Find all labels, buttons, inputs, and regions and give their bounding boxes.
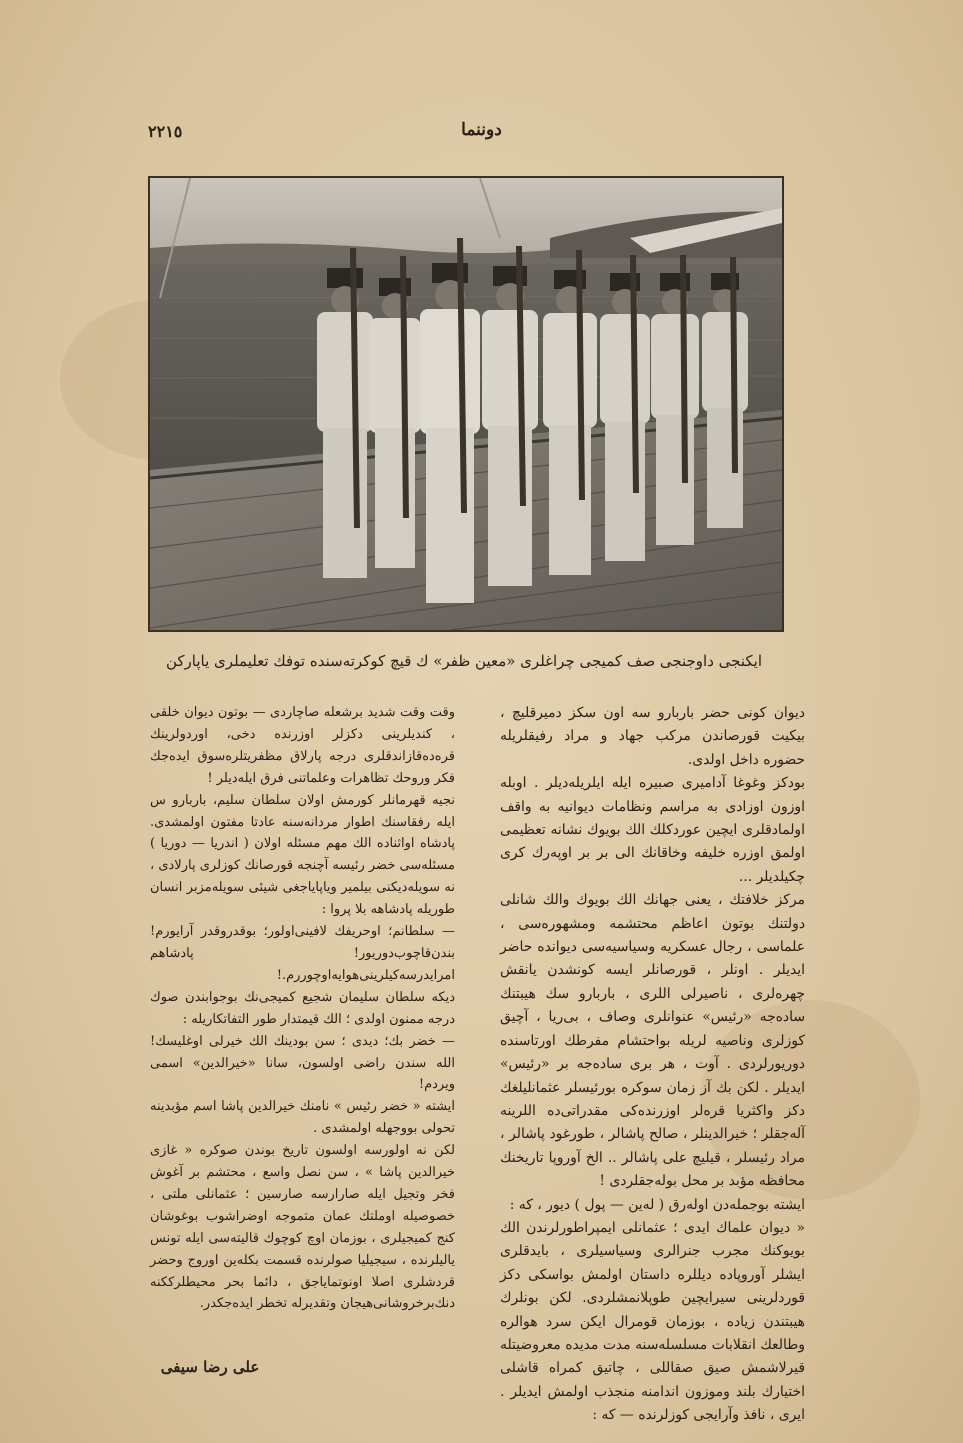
text-column-right <box>500 702 805 1428</box>
paragraph: ایشته « خضر رئیس » نامنك خیرالدین پاشا اسم مؤبدینه تحولی بووجهله اولمشدی . <box>150 1099 455 1137</box>
paragraph: مركز خلافتك ، یعنی جهانك الك بویوك والك شانلی دولتنك بوتون اعاظم محتشمه ومشهوره‌سی ، علماسی ، رجال عسكریه وسیاسیه‌سی دیوانده حاضر ایدیلر . اونلر ، قورصانلر ایسه كونشدن یانقش چهره‌لری ، ناصیرلی اللری ، باربارو سك هیبتنك ساده‌جه «رئیس» عنوانلری وصاف ، بی‌ریا ، آچیق كوزلری وناصیه لریله بواحتشام مفرطك اورتاسنده دوریورلردی . آوت ، هر بری ساده‌جه بر «رئیس» ایدیلر . لكن بك آز زمان سوكره بورئیسلر عثمانلیلغك دكز واكثریا قره‌لر اوزرنده‌كی مقدراتی‌ده اللرینه آله‌جقلر ؛ خیرالدینلر ، صالح پاشالر ، طورغود پاشالر ، مراد رئیسلر ، قیلیچ علی پاشالر .. الخ آوروپا تاریخنك محافظه مؤبد بر محل بوله‌جقلردی ! <box>500 892 805 1190</box>
running-title: دوننما <box>461 120 502 140</box>
paragraph: دیكه سلطان سلیمان شجیع كمیجی‌نك بوجوابندن صوك درجه ممنون اولدی ؛ الك قیمتدار طور التفاتكاریله : <box>150 989 455 1027</box>
page-number: ٢٢١٥ <box>148 122 183 141</box>
photo-caption: ایكنجی داوجنجی صف كمیجی چراغلری «معین ظفر» ك قیچ كوكرته‌سنده توفك تعلیملری یاپاركن <box>165 652 762 670</box>
paragraph: نجیه قهرمانلر كورمش اولان سلطان سلیم، باربارو س ایله رفقاسنك اطوار مردانه‌سنه عادتا مفتون اولمشدی. پادشاه اواثناده الك مهم مسئله اولان ( اندریا — دوریا ) مسئله‌سی خضر رئیسه آچنجه قورصانك كوزلری پارلادی ، نه سویله‌دیكنی بیلمیر ویاپایاجغی شیئی سویله‌مزبر انسان طوریله پادشاهه بلا پروا : <box>150 792 455 918</box>
paragraph: دیوان كونی حضر باربارو سه اون سكز دمیرقلیچ ، بیكیت قورصاندن مركب جهاد و مراد رفیقلریله حضوره داخل اولدی. <box>500 705 805 768</box>
paragraph: وقت وقت شدید برشعله صاچاردی — بوتون دیوان خلقی ، كندیلرینی دكزلر اوزرنده دخی، اوردولرینك قره‌ده‌قازاندقلری درجه پارلاق مظفریتلره‌سوق ایده‌جك فكر وروحك تظاهرات وعلماتنی فرق ایله‌دیلر ! <box>150 705 455 786</box>
paragraph: — سلطانم؛ اوحریفك لافینی‌اولور؛ بوقدروقدر آرایورم! بندن‌قاچوب‌دوریور! پادشاهم امرایدرسه‌كیلرینی‌هوایه‌اوچوررم.! <box>150 924 455 983</box>
paragraph: « دیوان علماك ایدی ؛ عثمانلی ایمپراطورلرندن الك بویوكنك مجرب جنرالری وسیاسیلری ، بایدقلری ایشلر آوروپاده دیللره داستان اولمش بواسكی دكز قوردلرینی سیرایچین طوپلانمشلردی. لكن بونلرك هیبتندن زیاده ، بوزمان قومرال ایكن سرد هوالره وطالعك انقلابات مسلسله‌سنه مدت مدیده معروضیتله قیرلاشمش صیق صقاللی ، چاتیق كمراه قاشلی اختیارك بلند وموزون اندامنه منجذب اولمش ایدیلر . ایری ، نافذ وآرایجی كوزلرنده — كه : <box>500 1219 805 1424</box>
paragraph: ایشته بوجمله‌دن اولەرق ( لەین — پول ) دیور ، كه : <box>509 1196 805 1213</box>
author-signature: علی رضا سیفی <box>160 1358 260 1376</box>
paragraph: بودكز وغوغا آدامیری صبیره ایله ایلریله‌دیلر . اوبله اوزون اوزادی به مراسم ونظامات دیوانیه به واقف اولمادقلری ایچین عوردكلك الك بویوك نشانه تعظیمی اولمق اوزره خلیفه وخاقانك الی بر بر اوپه‌رك كری چكیلدیلر ... <box>500 775 805 885</box>
text-column-left <box>150 702 455 1315</box>
sailors-photo <box>148 176 784 632</box>
paragraph: لكن نه اولورسه اولسون تاریخ بوندن صوكره « غازی خیرالدین پاشا » ، سن نصل واسع ، محتشم بر آغوش فخر وتجیل ایله صارارسه صارسین ؛ عثمانلی ملتی ، خصوصیله اوملتك عمان متموجه اوضراشوب بوغوشان كنج كمیجیلری ، بوزمان اوچ كوچوك قالیته‌سی ایله تونس یالیلرنده ، سیجیلیا صولرنده قسمت بكله‌ین اوروج وحضر قردشلری اصلا اونوتمایاجق ، دائما بحر محیطلرككنه دنك‌برخروشانی‌هیجان وتقدیرله تخطر ایده‌جكدر. <box>150 1143 455 1312</box>
sailors-photo-illustration <box>150 178 782 630</box>
page-header <box>140 118 823 148</box>
paragraph: — خضر بك؛ دیدی ؛ سن بودینك الك خیرلی اوغلیسك! الله سندن راضی اولسون، سانا «خیرالدین» اسمی ویردم! <box>150 1033 455 1093</box>
